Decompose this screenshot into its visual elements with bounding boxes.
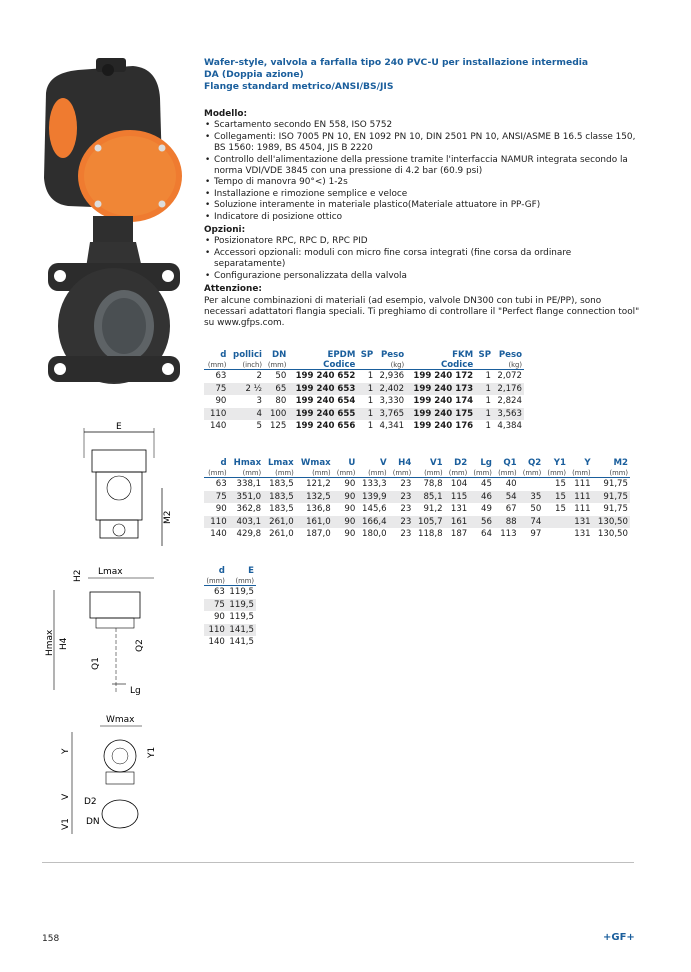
table-cell: 183,5 (269, 479, 294, 489)
valve-photo (38, 58, 196, 398)
t1-unit: (inch) (228, 361, 264, 370)
table-cell: 90 (215, 504, 227, 515)
table-cell: 91,75 (593, 491, 630, 504)
table-cell: 80 (275, 396, 287, 407)
table2-header: Y1 (553, 458, 566, 468)
table-row (204, 636, 256, 649)
drawing-label-v: V (61, 793, 71, 800)
table-cell: 100 (264, 408, 288, 421)
table2-unit: (mm) (263, 469, 296, 478)
table-cell: 403,1 (229, 516, 263, 529)
table-cell: 2 ½ (228, 383, 264, 396)
table-cell: 90 (344, 504, 356, 515)
table2-unit: (mm) (519, 469, 544, 478)
attenzione-text: Per alcune combinazioni di materiali (ad esempio, valvole DN300 con tubi in PE/PP), sono necessari adattatori flangia speciali. Ti preghiamo di controllare il "Perfect flange connection tool" su www.gfps.com. (204, 295, 640, 329)
modello-heading: Modello: (204, 109, 248, 119)
modello-item: • Controllo dell'alimentazione della pressione tramite l'interfaccia NAMUR integrata secondo la norma VDI/VDE 3845 con una pressione di 4.2 bar (60.9 psi) (214, 155, 644, 178)
drawing-label-lg: Lg (130, 686, 141, 696)
table-cell: 125 (269, 421, 287, 432)
table-cell: 139,9 (357, 491, 388, 504)
table-cell: 140 (208, 637, 225, 648)
table2-unit: (mm) (593, 469, 630, 478)
opzioni-heading: Opzioni: (204, 225, 246, 236)
drawing-label-hmax: Hmax (45, 629, 55, 656)
description (204, 104, 644, 330)
table2-header: U (348, 458, 356, 468)
table-cell: 199 240 653 (288, 383, 357, 396)
table-cell: 1 (475, 408, 493, 421)
table-cell: 67 (505, 504, 517, 515)
table-cell (543, 516, 568, 529)
table-cell: 113 (500, 529, 517, 540)
table2-header: D2 (454, 458, 468, 468)
dimension-drawing-front (70, 418, 180, 554)
table-cell (543, 528, 568, 541)
table-row (204, 624, 256, 637)
table-cell: 121,2 (306, 479, 331, 489)
table-cell: 78,8 (423, 479, 443, 489)
table-cell: 130,50 (597, 529, 628, 540)
table-cell: 1 (357, 408, 375, 421)
table-row (204, 528, 630, 541)
drawing-label-lmax: Lmax (98, 567, 123, 577)
table-row (204, 383, 524, 396)
table-cell: 56 (469, 516, 494, 529)
table-cell: 23 (400, 529, 412, 540)
table-cell: 90 (213, 612, 225, 623)
title-line-3: Flange standard metrico/ANSI/BS/JIS (204, 81, 394, 92)
table-cell: 183,5 (269, 504, 294, 515)
gf-logo: +GF+ (603, 932, 635, 943)
t1-header: SP (360, 350, 374, 360)
table-row (204, 370, 524, 383)
title-line-1: Wafer-style, valvola a farfalla tipo 240 PVC-U per installazione intermedia (204, 57, 589, 68)
drawing-label-wmax: Wmax (106, 715, 135, 725)
table2-unit: (mm) (543, 469, 568, 478)
table-cell: 166,4 (357, 516, 388, 529)
e-dimension-table (204, 566, 256, 649)
t1-unit: (kg) (493, 361, 524, 370)
drawing-label-y: Y (61, 748, 71, 754)
drawing-label-q1: Q1 (91, 657, 101, 670)
modello-item: • Indicatore di posizione ottico (214, 212, 644, 223)
table2-unit: (mm) (296, 469, 333, 478)
drawing-label-h2: H2 (73, 569, 83, 582)
t1-unit: (mm) (204, 361, 228, 370)
table-cell: 2 (256, 371, 262, 381)
table-cell: 2,936 (379, 371, 405, 381)
dimension-drawing-side (42, 560, 162, 700)
table-cell: 91,75 (603, 479, 628, 489)
table-cell: 91,75 (603, 504, 628, 515)
table-cell: 23 (400, 479, 412, 489)
table-cell: 90 (333, 491, 358, 504)
table-cell: 187,0 (306, 529, 331, 540)
table-cell: 3,563 (493, 408, 524, 421)
order-table (204, 350, 524, 433)
table3-header: E (248, 566, 254, 576)
t1-header: EPDM (327, 350, 356, 360)
table-cell: 63 (215, 479, 227, 489)
table-cell: 90 (333, 516, 358, 529)
table-cell: 199 240 656 (295, 421, 356, 432)
table2-unit: (mm) (568, 469, 593, 478)
table2-unit: (mm) (357, 469, 388, 478)
table-row (204, 611, 256, 624)
table-cell: 180,0 (362, 529, 387, 540)
table-cell: 15 (543, 491, 568, 504)
title-line-2: DA (Doppia azione) (204, 69, 304, 80)
table-cell: 199 240 173 (406, 383, 475, 396)
table2-unit: (mm) (229, 469, 263, 478)
modello-item: • Soluzione interamente in materiale plastico(Materiale attuatore in PP-GF) (214, 200, 644, 211)
table-cell: 3 (256, 396, 262, 407)
table-cell: 4,384 (497, 421, 522, 432)
table-cell: 50 (530, 504, 542, 515)
table-cell: 362,8 (236, 504, 262, 515)
attenzione-heading: Attenzione: (204, 284, 262, 295)
table-cell: 4 (228, 408, 264, 421)
table-cell: 130,50 (593, 516, 630, 529)
table-cell: 351,0 (229, 491, 263, 504)
drawing-label-q2: Q2 (135, 639, 145, 652)
table-cell: 1 (475, 383, 493, 396)
opzioni-item: • Accessori opzionali: moduli con micro fine corsa integrati (fine corsa da ordinare separatamente) (214, 248, 644, 271)
table-cell: 54 (494, 491, 519, 504)
drawing-label-h4: H4 (59, 637, 69, 650)
table-row (204, 491, 630, 504)
table-cell: 131 (574, 529, 591, 540)
table-cell: 90 (344, 479, 356, 489)
table-cell: 115 (445, 491, 470, 504)
table3-unit: (mm) (204, 577, 227, 586)
drawing-label-e: E (116, 422, 122, 432)
table-cell: 2,176 (493, 383, 524, 396)
t1-codice: Codice (288, 361, 357, 370)
t1-header: pollici (233, 350, 262, 360)
t1-header: d (220, 350, 227, 360)
dimension-table (204, 458, 630, 541)
table-cell: 15 (555, 504, 566, 515)
table-cell: 110 (204, 624, 227, 637)
page-title (204, 57, 644, 93)
table2-header: Lmax (267, 458, 294, 468)
table-cell: 5 (256, 421, 262, 432)
table-cell: 63 (213, 587, 225, 597)
table-cell: 1 (485, 421, 492, 432)
table-cell: 111 (574, 479, 591, 489)
drawing-label-dn: DN (86, 817, 100, 827)
table-cell: 132,5 (296, 491, 333, 504)
table-cell: 1 (367, 421, 374, 432)
table-row (204, 408, 524, 421)
table-cell: 183,5 (263, 491, 296, 504)
modello-item: • Collegamenti: ISO 7005 PN 10, EN 1092 PN 10, DIN 2501 PN 10, ANSI/ASME B 16.5 classe 150, BS 1560: 1989, BS 4504, JIS B 2220 (214, 132, 644, 155)
table-cell: 199 240 176 (413, 421, 474, 432)
table-cell: 15 (555, 479, 566, 489)
table2-unit: (mm) (204, 469, 229, 478)
table2-header: V1 (429, 458, 443, 468)
t1-unit: (kg) (375, 361, 406, 370)
table-cell: 91,2 (423, 504, 443, 515)
table-cell: 3,765 (375, 408, 406, 421)
table2-header: Q2 (528, 458, 542, 468)
table-cell: 97 (530, 529, 542, 540)
table2-header: H4 (398, 458, 412, 468)
table-cell: 88 (494, 516, 519, 529)
table-cell: 199 240 172 (413, 371, 474, 381)
table2-header: Hmax (233, 458, 262, 468)
dimension-drawing-top (58, 710, 162, 838)
t1-header: Peso (498, 350, 522, 360)
table-cell: 23 (389, 491, 414, 504)
table-cell: 50 (275, 371, 287, 381)
drawing-label-m2: M2 (163, 510, 173, 524)
table-cell: 64 (481, 529, 492, 540)
table-cell: 111 (574, 504, 591, 515)
table-cell: 75 (204, 383, 228, 396)
table-row (204, 478, 630, 491)
table-row (204, 420, 524, 433)
table-cell: 3,330 (379, 396, 405, 407)
modello-list (204, 120, 644, 223)
table-cell: 23 (400, 504, 412, 515)
table-cell: 105,7 (413, 516, 444, 529)
table-cell: 338,1 (236, 479, 262, 489)
table-cell: 199 240 652 (295, 371, 356, 381)
footer-divider (42, 862, 634, 863)
table-cell: 111 (568, 491, 593, 504)
table2-unit: (mm) (494, 469, 519, 478)
table-cell: 136,8 (306, 504, 331, 515)
table-cell: 104 (450, 479, 468, 489)
opzioni-list (204, 236, 644, 282)
table-cell (519, 478, 544, 491)
table-cell: 141,5 (227, 624, 256, 637)
t1-codice: Codice (406, 361, 475, 370)
drawing-label-y1: Y1 (147, 746, 157, 758)
table-cell: 49 (481, 504, 492, 515)
modello-item: • Tempo di manovra 90°<) 1-2s (214, 177, 644, 188)
table-cell: 145,6 (362, 504, 387, 515)
t1-header: FKM (452, 350, 474, 360)
table2-unit: (mm) (445, 469, 470, 478)
table-cell: 187 (450, 529, 468, 540)
table3-header: d (218, 566, 225, 576)
table-cell: 75 (204, 491, 229, 504)
table-cell: 2,072 (497, 371, 522, 381)
table-cell: 45 (481, 479, 492, 489)
modello-item: • Scartamento secondo EN 558, ISO 5752 (214, 120, 644, 131)
table-cell: 110 (204, 408, 228, 421)
table-cell: 35 (519, 491, 544, 504)
table-cell: 199 240 654 (295, 396, 356, 407)
table-cell: 90 (344, 529, 356, 540)
table-cell: 40 (505, 479, 517, 489)
table2-header: Lg (480, 458, 492, 468)
t1-unit (475, 361, 493, 370)
table2-header: M2 (613, 458, 628, 468)
table-cell: 46 (469, 491, 494, 504)
table-cell: 119,5 (229, 587, 254, 597)
table2-unit: (mm) (413, 469, 444, 478)
table-cell: 119,5 (229, 612, 254, 623)
table-cell: 23 (389, 516, 414, 529)
table-cell: 63 (215, 371, 227, 381)
table2-unit: (mm) (389, 469, 414, 478)
table-cell: 131 (568, 516, 593, 529)
opzioni-item: • Posizionatore RPC, RPC D, RPC PID (214, 236, 644, 247)
table-cell: 1 (367, 396, 374, 407)
table-cell: 133,3 (362, 479, 387, 489)
table-cell: 261,0 (269, 529, 294, 540)
t1-unit (357, 361, 375, 370)
table2-header: Wmax (300, 458, 331, 468)
table-cell: 199 240 175 (406, 408, 475, 421)
table-cell: 140 (210, 529, 227, 540)
table-cell: 75 (204, 599, 227, 612)
table2-header: Y (584, 458, 591, 468)
table-cell: 85,1 (413, 491, 444, 504)
table3-unit: (mm) (227, 577, 256, 586)
page-number: 158 (42, 934, 60, 944)
table-row (204, 503, 630, 516)
table-cell: 110 (204, 516, 229, 529)
table-cell: 161 (445, 516, 470, 529)
table2-header: V (379, 458, 387, 468)
table-row (204, 395, 524, 408)
table-cell: 1 (357, 383, 375, 396)
table2-unit: (mm) (333, 469, 358, 478)
table-cell: 90 (215, 396, 227, 407)
table2-header: Q1 (503, 458, 517, 468)
table2-header: d (220, 458, 227, 468)
table-row (204, 586, 256, 599)
table-cell: 140 (209, 421, 227, 432)
table2-unit: (mm) (469, 469, 494, 478)
table-cell: 199 240 174 (413, 396, 474, 407)
table-cell: 65 (264, 383, 288, 396)
t1-unit: (mm) (264, 361, 288, 370)
t1-header: Peso (381, 350, 405, 360)
table-row (204, 599, 256, 612)
table-cell: 74 (519, 516, 544, 529)
table-cell: 161,0 (296, 516, 333, 529)
table-cell: 1 (485, 371, 492, 381)
table-cell: 2,824 (497, 396, 522, 407)
table-cell: 141,5 (229, 637, 254, 648)
table-cell: 119,5 (227, 599, 256, 612)
table-cell: 4,341 (379, 421, 405, 432)
modello-item: • Installazione e rimozione semplice e veloce (214, 189, 644, 200)
table-cell: 1 (485, 396, 492, 407)
table-cell: 118,8 (418, 529, 443, 540)
table-row (204, 516, 630, 529)
table-cell: 261,0 (263, 516, 296, 529)
table-cell: 1 (367, 371, 374, 381)
t1-header: SP (478, 350, 492, 360)
table-cell: 199 240 655 (288, 408, 357, 421)
opzioni-item: • Configurazione personalizzata della valvola (214, 271, 644, 282)
table-cell: 131 (450, 504, 468, 515)
table-cell: 429,8 (236, 529, 262, 540)
drawing-label-v1: V1 (61, 818, 71, 830)
table-cell: 2,402 (375, 383, 406, 396)
t1-header: DN (272, 350, 287, 360)
drawing-label-d2: D2 (84, 797, 97, 807)
